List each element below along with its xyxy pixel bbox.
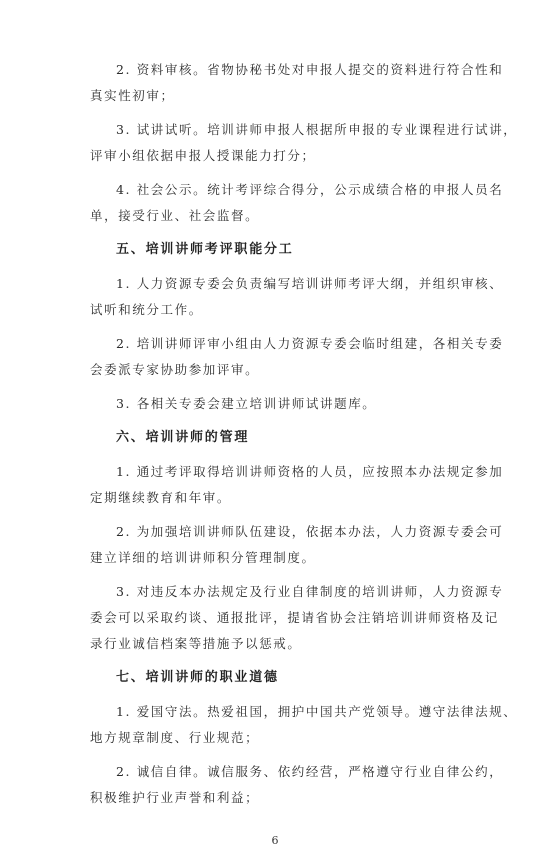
page-number: 6 [271, 834, 279, 847]
paragraph-line: 单，接受行业、社会监督。 [90, 208, 260, 223]
paragraph-line: 3. 各相关专委会建立培训讲师试讲题库。 [116, 396, 377, 411]
paragraph-line: 3. 试讲试听。培训讲师申报人根据所申报的专业课程进行试讲， [116, 122, 518, 137]
paragraph-line: 2. 诚信自律。诚信服务、依约经营，严格遵守行业自律公约， [116, 764, 504, 779]
paragraph-line: 真实性初审； [90, 88, 175, 103]
paragraph-line: 委会可以采取约谈、通报批评，提请省协会注销培训讲师资格及记 [90, 610, 499, 625]
section-heading: 五、培训讲师考评职能分工 [116, 242, 294, 257]
section-heading: 六、培训讲师的管理 [116, 430, 250, 445]
paragraph-line: 定期继续教育和年审。 [90, 490, 232, 505]
paragraph-line: 1. 通过考评取得培训讲师资格的人员，应按照本办法规定参加 [116, 464, 504, 479]
paragraph-line: 4. 社会公示。统计考评综合得分，公示成绩合格的申报人员名 [116, 182, 504, 197]
paragraph-line: 试听和统分工作。 [90, 302, 203, 317]
paragraph-line: 2. 资料审核。省物协秘书处对申报人提交的资料进行符合性和 [116, 62, 504, 77]
paragraph-line: 地方规章制度、行业规范； [90, 730, 260, 745]
paragraph-line: 录行业诚信档案等措施予以惩戒。 [90, 636, 302, 651]
section-heading: 七、培训讲师的职业道德 [116, 670, 279, 685]
paragraph-line: 评审小组依据申报人授课能力打分； [90, 148, 316, 163]
paragraph-line: 1. 人力资源专委会负责编写培训讲师考评大纲，并组织审核、 [116, 276, 504, 291]
paragraph-line: 3. 对违反本办法规定及行业自律制度的培训讲师，人力资源专 [116, 584, 504, 599]
paragraph-line: 2. 为加强培训讲师队伍建设，依据本办法，人力资源专委会可 [116, 524, 504, 539]
paragraph-line: 1. 爱国守法。热爱祖国，拥护中国共产党领导。遵守法律法规、 [116, 704, 518, 719]
paragraph-line: 积极维护行业声誉和利益； [90, 790, 260, 805]
paragraph-line: 会委派专家协助参加评审。 [90, 362, 260, 377]
paragraph-line: 建立详细的培训讲师积分管理制度。 [90, 550, 316, 565]
paragraph-line: 2. 培训讲师评审小组由人力资源专委会临时组建，各相关专委 [116, 336, 504, 351]
